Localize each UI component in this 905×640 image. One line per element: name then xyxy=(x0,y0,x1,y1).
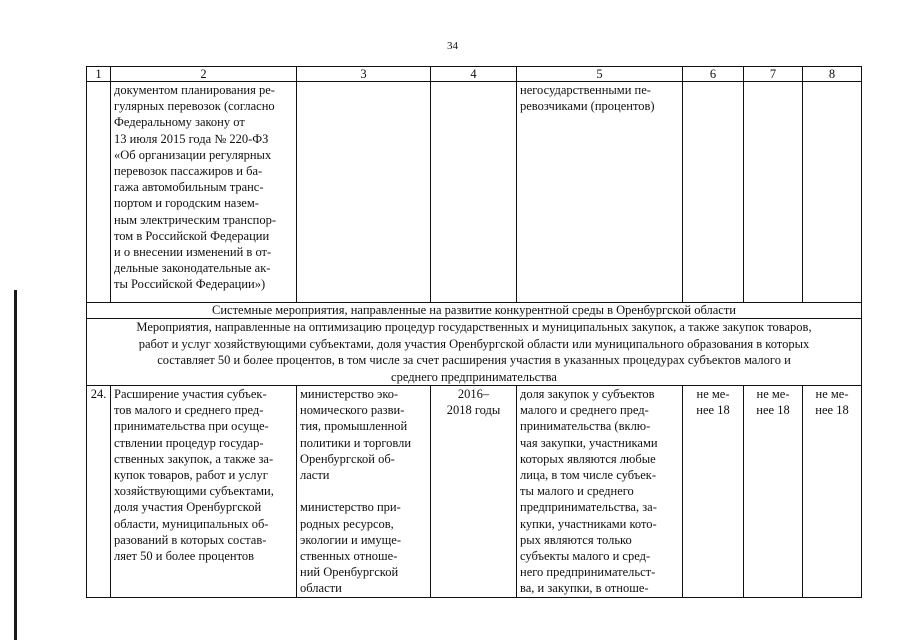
row-number: 24. xyxy=(87,386,111,598)
measures-table xyxy=(86,66,862,598)
table-row-continuation xyxy=(87,82,862,303)
cell-value-8 xyxy=(803,82,862,303)
cell-value-7 xyxy=(744,82,803,303)
value-2017: не ме- нее 18 xyxy=(744,386,803,598)
cell-number xyxy=(87,82,111,303)
column-header-5: 5 xyxy=(517,67,683,82)
section-title-row xyxy=(87,303,862,319)
cell-value-6 xyxy=(683,82,744,303)
column-header-2: 2 xyxy=(111,67,297,82)
cell-indicator: негосударственными пе- ревозчиками (процентов) xyxy=(517,82,683,303)
cell-activity: документом планирования ре- гулярных перевозок (согласно Федеральному закону от 13 июля 2015 года № 220-ФЗ «Об организации регулярных перевозок пассажиров и ба- гажа автомобильным транс- портом и городским назем- ным электрическим транспор- том в Российской Федерации и о внесении изменений в от- дельные законодательные ак- ты Российской Федерации») xyxy=(111,82,297,303)
page-number: 34 xyxy=(447,40,458,52)
column-header-4: 4 xyxy=(431,67,517,82)
cell-responsible xyxy=(297,82,431,303)
scan-edge-line xyxy=(14,290,17,640)
column-header-7: 7 xyxy=(744,67,803,82)
column-header-1: 1 xyxy=(87,67,111,82)
section-title: Системные мероприятия, направленные на развитие конкурентной среды в Оренбургской области xyxy=(87,303,862,319)
column-header-8: 8 xyxy=(803,67,862,82)
table-row-24 xyxy=(87,386,862,598)
responsible-text: министерство эко- номического разви- тия, промышленной политики и торговли Оренбургской об- ласти министерство при- родных ресурсов, экологии и имуще- ственных отноше- ний Оренбургской области xyxy=(297,386,431,598)
section-description-row xyxy=(87,319,862,386)
activity-text: Расширение участия субъек- тов малого и среднего пред- принимательства при осуще- ствлении процедур государ- ственных закупок, а также за- купок товаров, работ и услуг хозяйствующими субъектами, доля участия Оренбургской области, муниципальных об- разований в которых состав- ляет 50 и более процентов xyxy=(111,386,297,598)
value-2018: не ме- нее 18 xyxy=(803,386,862,598)
period-text: 2016– 2018 годы xyxy=(431,386,517,598)
indicator-text: доля закупок у субъектов малого и среднего пред- принимательства (вклю- чая закупки, участниками которых являются любые лица, в том числе субъек- ты малого и среднего предпринимательства, за- купки, участниками кото- рых являются только субъекты малого и сред- него предпринимательст- ва, и закупки, в отноше- xyxy=(517,386,683,598)
section-description: Мероприятия, направленные на оптимизацию процедур государственных и муниципальных закупок, а также закупок товаров, работ и услуг хозяйствующими субъектами, доля участия Оренбургской области или муниципального образования в которых составляет 50 и более процентов, в том числе за счет расширения участия в указанных процедурах субъектов малого и среднего предпринимательства xyxy=(87,319,862,386)
column-header-6: 6 xyxy=(683,67,744,82)
column-header-3: 3 xyxy=(297,67,431,82)
value-2016: не ме- нее 18 xyxy=(683,386,744,598)
cell-period xyxy=(431,82,517,303)
column-number-row xyxy=(87,67,862,82)
